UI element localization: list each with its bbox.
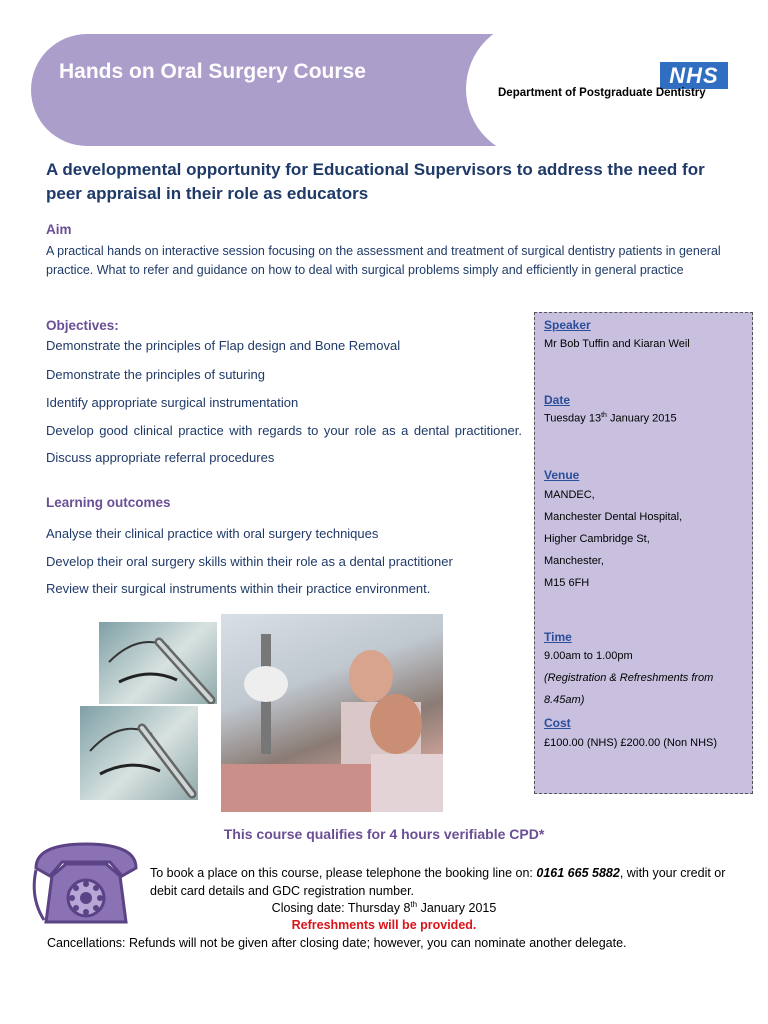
suture-needle-image [80, 706, 198, 800]
learning-outcome-item: Develop their oral surgery skills within their role as a dental practitioner [46, 554, 453, 569]
venue-line: M15 6FH [544, 577, 590, 589]
objective-item: Demonstrate the principles of suturing [46, 367, 265, 382]
cpd-statement: This course qualifies for 4 hours verifiable CPD* [223, 826, 545, 842]
objective-item: Demonstrate the principles of Flap design and Bone Removal [46, 338, 401, 353]
venue-line: Higher Cambridge St, [544, 533, 650, 545]
cost-value: £100.00 (NHS) £200.00 (Non NHS) [544, 737, 718, 749]
aim-heading: Aim [46, 222, 72, 237]
nhs-logo: NHS [660, 62, 728, 89]
booking-phone-number: 0161 665 5882 [536, 866, 620, 880]
date-value: Tuesday 13th January 2015 [544, 412, 677, 425]
time-value: 9.00am to 1.00pm [544, 650, 633, 662]
speaker-label: Speaker [544, 318, 591, 332]
surgery-training-photo [221, 614, 443, 812]
time-note: 8.45am) [544, 694, 585, 706]
venue-line: MANDEC, [544, 489, 595, 501]
booking-instructions: To book a place on this course, please telephone the booking line on: 0161 665 5882, with your credit or debit card details and GDC registration number. [150, 866, 726, 898]
suture-needle-image [99, 622, 217, 704]
cancellation-policy: Cancellations: Refunds will not be given after closing date; however, you can nominate another delegate. [47, 936, 627, 950]
venue-line: Manchester, [544, 555, 604, 567]
objectives-heading: Objectives: [46, 318, 119, 333]
venue-label: Venue [544, 468, 580, 482]
date-label: Date [544, 393, 571, 407]
learning-outcome-item: Analyse their clinical practice with oral surgery techniques [46, 526, 379, 541]
cost-label: Cost [544, 716, 571, 730]
course-title: Hands on Oral Surgery Course [59, 60, 366, 83]
telephone-icon [30, 838, 142, 930]
page-headline: A developmental opportunity for Educational Supervisors to address the need for peer appraisal in their role as educators [46, 160, 705, 203]
speaker-value: Mr Bob Tuffin and Kiaran Weil [544, 338, 690, 350]
department-name: Department of Postgraduate Dentistry [498, 87, 706, 99]
time-label: Time [544, 630, 572, 644]
time-note: (Registration & Refreshments from [544, 672, 714, 684]
closing-date: Closing date: Thursday 8th January 2015 [271, 900, 497, 916]
venue-line: Manchester Dental Hospital, [544, 511, 683, 523]
learning-outcome-item: Review their surgical instruments within their practice environment. [46, 581, 431, 596]
learning-outcomes-heading: Learning outcomes [46, 495, 171, 510]
objective-item: Develop good clinical practice with regards to your role as a dental practitioner. Discuss appropriate referral procedures [46, 423, 522, 465]
objective-item: Identify appropriate surgical instrumentation [46, 395, 299, 410]
refreshments-note: Refreshments will be provided. [291, 918, 477, 932]
aim-body: A practical hands on interactive session focusing on the assessment and treatment of surgical dentistry patients in general practice. What to refer and guidance on how to deal with surgical problems simply and efficiently in general practice [46, 244, 721, 277]
